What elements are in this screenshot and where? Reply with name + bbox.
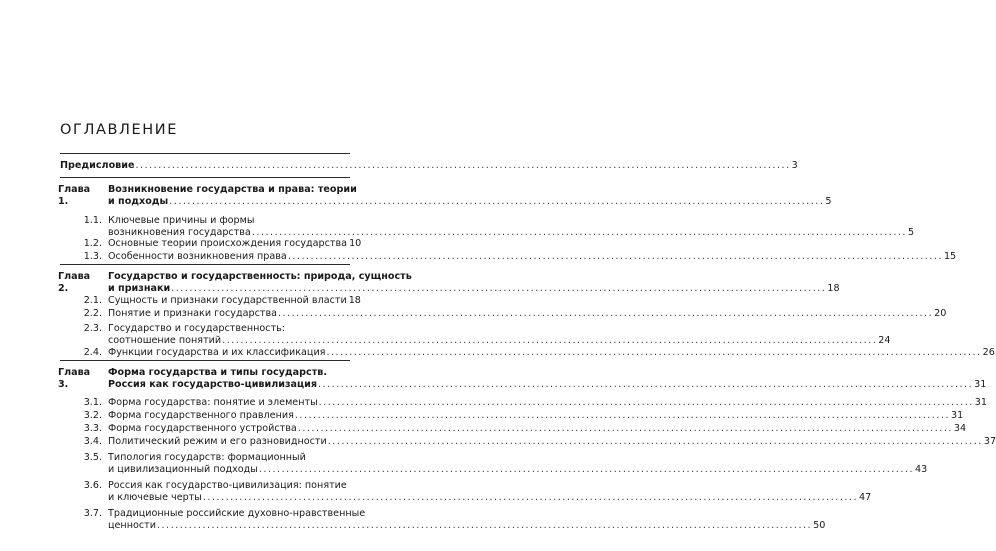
toc-dot-leader: [318, 379, 973, 391]
toc-divider: [60, 264, 350, 265]
toc-page-number: 34: [953, 423, 967, 434]
toc-entry-title: возникновения государства: [108, 226, 251, 238]
toc-entry-title: Понятие и признаки государства: [108, 308, 277, 319]
toc-dot-leader: [298, 423, 953, 435]
toc-entry-title: и ключевые черты: [108, 491, 202, 503]
toc-entry-title: Форма государственного правления: [108, 410, 294, 421]
toc-page-number: 18: [348, 295, 361, 306]
toc-page-number: 3: [791, 160, 798, 171]
toc-entry-number: 1.2.: [83, 238, 102, 249]
toc-entry-title: Возникновение государства и права: теории: [108, 184, 357, 195]
toc-dot-leader: [171, 283, 826, 295]
toc-page-number: 31: [974, 378, 987, 390]
toc-entry-number: 3.4.: [83, 436, 102, 447]
toc-entry-title: Россия как государство-цивилизация: [108, 378, 317, 390]
toc-entry-number: Глава 2.: [58, 271, 91, 294]
toc-entry-number: 2.2.: [83, 308, 102, 319]
toc-entry-title: и подходы: [108, 195, 169, 207]
toc-dot-leader: [278, 308, 933, 320]
toc-page-number: 37: [983, 436, 996, 447]
toc-entry-title: Россия как государство-цивилизация: понятие: [108, 480, 347, 491]
toc-page-number: 43: [915, 463, 928, 475]
toc-entry-number: 3.7.: [83, 508, 102, 519]
toc-page-number: 5: [825, 195, 832, 207]
toc-page-number: 10: [349, 238, 362, 249]
toc-dot-leader: [328, 436, 983, 448]
toc-dot-leader: [169, 196, 824, 208]
toc-entry-number: 3.2.: [83, 410, 102, 421]
toc-dot-leader: [203, 492, 858, 504]
toc-entry-title: Ключевые причины и формы: [108, 215, 255, 226]
toc-divider: [60, 177, 350, 178]
toc-page-number: 26: [982, 347, 995, 358]
toc-entry-number: Глава 1.: [58, 184, 91, 207]
toc-entry-title: Типология государств: формационный: [108, 452, 306, 463]
toc-page-number: 47: [859, 491, 872, 503]
toc-dot-leader: [259, 464, 914, 476]
toc-entry-number: 3.5.: [83, 452, 102, 463]
toc-page-number: 31: [951, 410, 964, 421]
toc-entry-title: Предисловие: [60, 160, 135, 171]
toc-entry-title: Основные теории происхождения государства: [108, 238, 348, 249]
toc-dot-leader: [135, 160, 790, 172]
toc-entry-title: соотношение понятий: [108, 334, 222, 346]
toc-dot-leader: [319, 397, 974, 409]
toc-page-number: 31: [974, 397, 988, 408]
toc-entry-title: ценности: [108, 519, 156, 531]
toc-entry-title: Форма государства: понятие и элементы: [108, 397, 318, 408]
toc-entry-number: 2.1.: [83, 295, 102, 306]
toc-entry-title: Традиционные российские духовно-нравственные: [108, 508, 366, 519]
toc-divider: [60, 360, 350, 361]
toc-dot-leader: [222, 335, 877, 347]
toc-entry-title: Форма государства и типы государств.: [108, 367, 327, 378]
toc-entry-title: и признаки: [108, 282, 171, 294]
toc-entry-number: 3.3.: [83, 423, 102, 434]
toc-entry-number: 3.6.: [83, 480, 102, 491]
toc-entry-number: 3.1.: [83, 397, 102, 408]
toc-dot-leader: [288, 251, 943, 263]
toc-page-number: 20: [934, 308, 947, 319]
toc-dot-leader: [326, 347, 981, 359]
toc-dot-leader: [157, 520, 812, 532]
toc-entry-title: Функции государства и их классификация: [108, 347, 326, 358]
toc-entry-number: 2.3.: [83, 323, 102, 334]
toc-entry-number: Глава 3.: [58, 367, 91, 390]
toc-entry-title: Государство и государственность:: [108, 323, 286, 334]
toc-page-number: 5: [907, 226, 915, 238]
toc-entry-number: 1.3.: [83, 251, 102, 262]
toc-entry-title: Особенности возникновения права: [108, 251, 287, 262]
toc-divider: [60, 153, 350, 154]
toc-page-number: 15: [943, 251, 957, 262]
toc-entry-number: 2.4.: [83, 347, 102, 358]
toc-entry-title: и цивилизационный подходы: [108, 463, 258, 475]
toc-entry-number: 1.1.: [83, 215, 102, 226]
toc-entry-title: Политический режим и его разновидности: [108, 436, 327, 447]
toc-dot-leader: [295, 410, 950, 422]
toc-dot-leader: [252, 227, 907, 239]
toc-entry-title: Форма государственного устройства: [108, 423, 297, 434]
toc-heading: ОГЛАВЛЕНИЕ: [60, 122, 179, 138]
toc-page-number: 18: [827, 282, 840, 294]
toc-entry-title: Сущность и признаки государственной власти: [108, 295, 347, 306]
toc-page-number: 50: [813, 519, 826, 531]
toc-page-number: 24: [878, 334, 891, 346]
toc-entry-title: Государство и государственность: природа, сущность: [108, 271, 412, 282]
